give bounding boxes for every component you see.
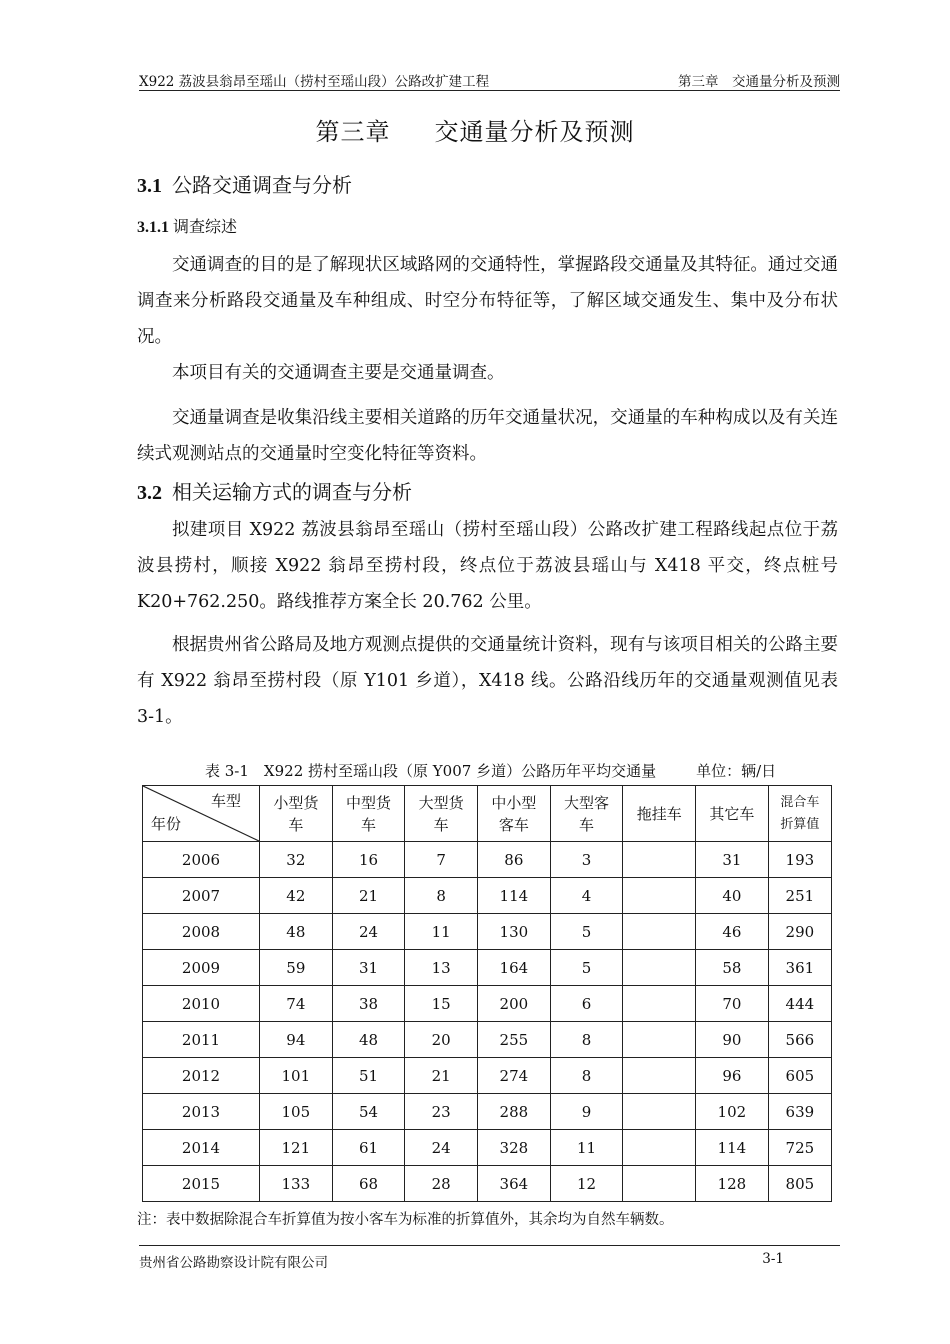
value-cell <box>623 878 696 914</box>
table-body <box>143 842 832 1202</box>
value-cell: 13 <box>405 950 478 986</box>
header-project-title: X922 荔波县翁昂至瑶山（捞村至瑶山段）公路改扩建工程 <box>139 74 490 90</box>
value-cell: 121 <box>260 1130 333 1166</box>
year-cell: 2010 <box>143 986 260 1022</box>
table-caption <box>205 760 776 781</box>
section-3-2-heading <box>137 476 412 505</box>
footer-divider <box>139 1245 840 1246</box>
value-cell: 200 <box>478 986 551 1022</box>
page-header <box>139 70 840 90</box>
col-header-line1: 中型货 <box>346 793 392 812</box>
value-cell: 96 <box>696 1058 769 1094</box>
value-cell: 444 <box>768 986 831 1022</box>
value-cell: 639 <box>768 1094 831 1130</box>
value-cell: 364 <box>478 1166 551 1202</box>
table-note: 注：表中数据除混合车折算值为按小客车为标准的折算值外，其余均为自然车辆数。 <box>137 1212 674 1228</box>
value-cell: 605 <box>768 1058 831 1094</box>
value-cell <box>623 1094 696 1130</box>
col-header-line2: 客车 <box>498 815 529 834</box>
value-cell: 38 <box>332 986 405 1022</box>
col-header-line2: 车 <box>361 815 377 834</box>
table-row <box>143 986 832 1022</box>
value-cell: 7 <box>405 842 478 878</box>
section-title: 相关运输方式的调查与分析 <box>172 480 412 504</box>
value-cell: 15 <box>405 986 478 1022</box>
year-cell: 2008 <box>143 914 260 950</box>
value-cell: 21 <box>332 878 405 914</box>
value-cell <box>623 1166 696 1202</box>
paragraph-5: 根据贵州省公路局及地方观测点提供的交通量统计资料，现有与该项目相关的公路主要有 X922 翁昂至捞村段（原 Y101 乡道），X418 线。公路沿线历年的交通量观测值见表 3-1。 <box>137 635 838 727</box>
value-cell: 31 <box>696 842 769 878</box>
section-title: 公路交通调查与分析 <box>172 173 352 197</box>
value-cell <box>623 842 696 878</box>
value-cell: 193 <box>768 842 831 878</box>
value-cell: 59 <box>260 950 333 986</box>
value-cell: 114 <box>478 878 551 914</box>
value-cell: 5 <box>550 914 623 950</box>
value-cell: 251 <box>768 878 831 914</box>
value-cell: 42 <box>260 878 333 914</box>
value-cell: 101 <box>260 1058 333 1094</box>
col-header-line2: 车 <box>579 815 595 834</box>
section-3-1-1-heading <box>137 214 237 237</box>
col-header-line1: 拖挂车 <box>636 804 682 823</box>
value-cell: 805 <box>768 1166 831 1202</box>
value-cell: 68 <box>332 1166 405 1202</box>
value-cell: 3 <box>550 842 623 878</box>
subsection-title: 调查综述 <box>173 217 238 236</box>
section-number: 3.1 <box>137 175 162 197</box>
value-cell: 70 <box>696 986 769 1022</box>
value-cell: 274 <box>478 1058 551 1094</box>
value-cell: 8 <box>550 1058 623 1094</box>
col-header <box>623 786 696 842</box>
year-cell: 2012 <box>143 1058 260 1094</box>
value-cell: 6 <box>550 986 623 1022</box>
col-header <box>405 786 478 842</box>
value-cell: 128 <box>696 1166 769 1202</box>
col-header-line1: 小型货 <box>273 793 319 812</box>
col-header <box>260 786 333 842</box>
value-cell: 164 <box>478 950 551 986</box>
value-cell: 74 <box>260 986 333 1022</box>
value-cell: 24 <box>332 914 405 950</box>
value-cell: 54 <box>332 1094 405 1130</box>
table-title: 表 3-1 X922 捞村至瑶山段（原 Y007 乡道）公路历年平均交通量 <box>205 762 657 780</box>
table-row <box>143 1022 832 1058</box>
footer-page-number: 3-1 <box>762 1251 784 1267</box>
table-row <box>143 842 832 878</box>
value-cell: 725 <box>768 1130 831 1166</box>
corner-label-year: 年份 <box>151 815 182 833</box>
table-row <box>143 1130 832 1166</box>
col-header <box>332 786 405 842</box>
value-cell: 94 <box>260 1022 333 1058</box>
subsection-number: 3.1.1 <box>137 219 169 236</box>
value-cell: 288 <box>478 1094 551 1130</box>
value-cell: 5 <box>550 950 623 986</box>
value-cell: 28 <box>405 1166 478 1202</box>
table-row <box>143 914 832 950</box>
corner-header-cell <box>143 786 260 842</box>
page-footer <box>139 1251 784 1271</box>
value-cell: 58 <box>696 950 769 986</box>
value-cell <box>623 1058 696 1094</box>
value-cell: 21 <box>405 1058 478 1094</box>
value-cell: 40 <box>696 878 769 914</box>
value-cell: 130 <box>478 914 551 950</box>
col-header-line2: 折算值 <box>780 816 820 832</box>
header-chapter: 第三章 交通量分析及预测 <box>678 74 840 90</box>
value-cell: 361 <box>768 950 831 986</box>
chapter-title <box>0 112 950 147</box>
col-header <box>768 786 831 842</box>
value-cell: 105 <box>260 1094 333 1130</box>
year-cell: 2011 <box>143 1022 260 1058</box>
value-cell <box>623 914 696 950</box>
value-cell <box>623 1022 696 1058</box>
value-cell <box>623 1130 696 1166</box>
value-cell: 48 <box>260 914 333 950</box>
traffic-volume-table <box>142 785 832 1202</box>
value-cell: 48 <box>332 1022 405 1058</box>
col-header-line2: 车 <box>433 815 449 834</box>
col-header-line2: 车 <box>288 815 304 834</box>
col-header-line1: 混合车 <box>780 794 820 810</box>
paragraph-1: 交通调查的目的是了解现状区域路网的交通特性，掌握路段交通量及其特征。通过交通调查来分析路段交通量及车种组成、时空分布特征等，了解区域交通发生、集中及分布状况。 <box>137 255 838 347</box>
value-cell: 90 <box>696 1022 769 1058</box>
col-header <box>696 786 769 842</box>
table-row <box>143 1166 832 1202</box>
year-cell: 2014 <box>143 1130 260 1166</box>
value-cell: 12 <box>550 1166 623 1202</box>
chapter-number: 第三章 <box>315 118 391 146</box>
footer-company: 贵州省公路勘察设计院有限公司 <box>139 1255 328 1271</box>
value-cell: 11 <box>550 1130 623 1166</box>
year-cell: 2006 <box>143 842 260 878</box>
table-header-row <box>143 786 832 842</box>
col-header-line1: 中小型 <box>491 793 537 812</box>
value-cell: 9 <box>550 1094 623 1130</box>
value-cell: 8 <box>550 1022 623 1058</box>
paragraph-4: 拟建项目 X922 荔波县翁昂至瑶山（捞村至瑶山段）公路改扩建工程路线起点位于荔波县捞村，顺接 X922 翁昂至捞村段，终点位于荔波县瑶山与 X418 平交，终点桩号 K20+762.250。路线推荐方案全长 20.762 公里。 <box>137 520 838 612</box>
value-cell: 16 <box>332 842 405 878</box>
paragraph-2: 本项目有关的交通调查主要是交通量调查。 <box>172 363 505 383</box>
year-cell: 2013 <box>143 1094 260 1130</box>
value-cell: 4 <box>550 878 623 914</box>
value-cell: 290 <box>768 914 831 950</box>
paragraph-3: 交通量调查是收集沿线主要相关道路的历年交通量状况，交通量的车种构成以及有关连续式观测站点的交通量时空变化特征等资料。 <box>137 408 838 464</box>
table-row <box>143 1094 832 1130</box>
header-divider <box>139 90 840 91</box>
value-cell: 328 <box>478 1130 551 1166</box>
value-cell: 46 <box>696 914 769 950</box>
value-cell: 255 <box>478 1022 551 1058</box>
table-row <box>143 1058 832 1094</box>
value-cell: 23 <box>405 1094 478 1130</box>
chapter-name: 交通量分析及预测 <box>434 118 635 146</box>
value-cell: 20 <box>405 1022 478 1058</box>
table-row <box>143 950 832 986</box>
value-cell: 31 <box>332 950 405 986</box>
col-header-line1: 其它车 <box>709 804 755 823</box>
value-cell: 133 <box>260 1166 333 1202</box>
table-unit: 单位：辆/日 <box>696 762 777 780</box>
corner-label-vehicle-type: 车型 <box>210 792 241 810</box>
section-number: 3.2 <box>137 482 162 504</box>
table-row <box>143 878 832 914</box>
value-cell: 11 <box>405 914 478 950</box>
col-header <box>478 786 551 842</box>
value-cell: 32 <box>260 842 333 878</box>
value-cell <box>623 986 696 1022</box>
section-3-1-heading <box>137 169 352 198</box>
col-header <box>550 786 623 842</box>
value-cell: 86 <box>478 842 551 878</box>
value-cell: 102 <box>696 1094 769 1130</box>
value-cell <box>623 950 696 986</box>
col-header-line1: 大型客 <box>564 793 610 812</box>
value-cell: 61 <box>332 1130 405 1166</box>
value-cell: 566 <box>768 1022 831 1058</box>
year-cell: 2015 <box>143 1166 260 1202</box>
value-cell: 8 <box>405 878 478 914</box>
value-cell: 24 <box>405 1130 478 1166</box>
value-cell: 51 <box>332 1058 405 1094</box>
value-cell: 114 <box>696 1130 769 1166</box>
col-header-line1: 大型货 <box>418 793 464 812</box>
year-cell: 2007 <box>143 878 260 914</box>
year-cell: 2009 <box>143 950 260 986</box>
